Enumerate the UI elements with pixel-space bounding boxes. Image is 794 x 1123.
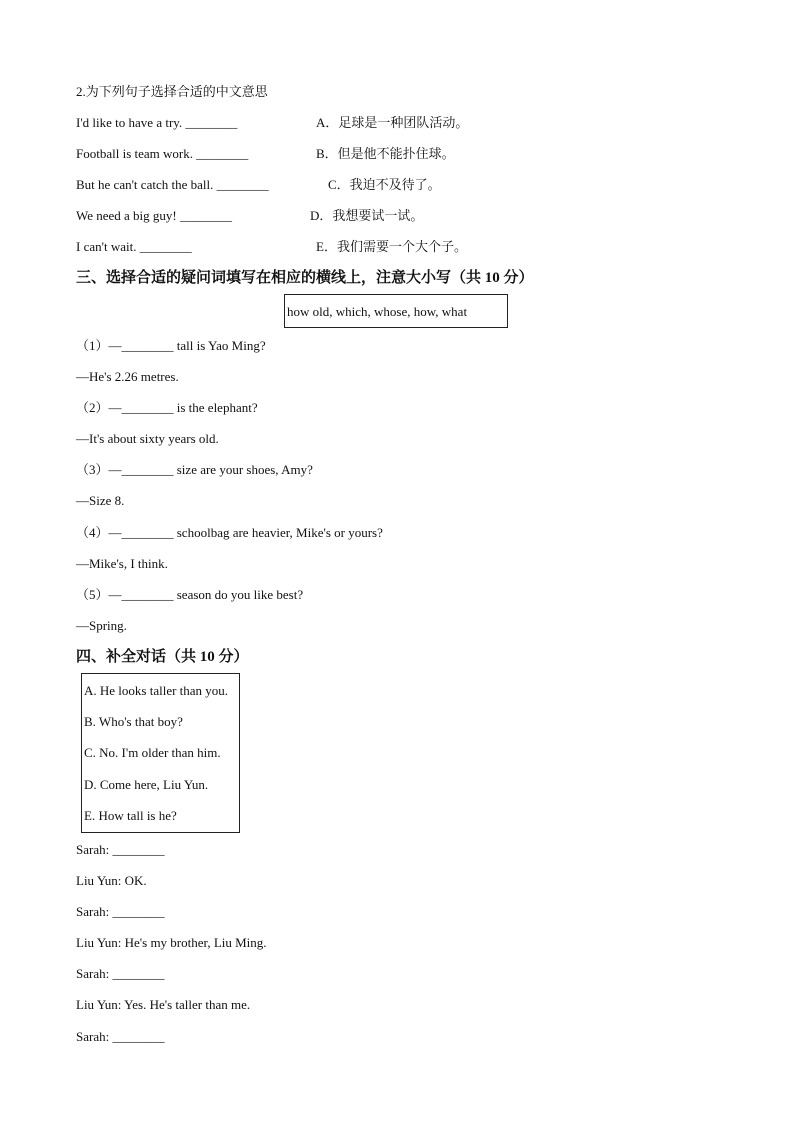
question-sentence-3: But he can't catch the ball. ________ (76, 177, 269, 192)
dialogue-line-6: Liu Yun: Yes. He's taller than me. (76, 997, 251, 1012)
chinese-option-b: B．但是他不能扑住球。 (316, 146, 455, 161)
dialogue-option-e: E. How tall is he? (84, 808, 177, 823)
fill-answer-3: —Size 8. (76, 493, 125, 508)
section4-title: 四、补全对话（共 10 分） (76, 649, 249, 665)
fill-question-4: （4）—________ schoolbag are heavier, Mike's or yours? (76, 525, 383, 540)
dialogue-line-3: Sarah: ________ (76, 904, 165, 919)
word-bank-text: how old, which, whose, how, what (287, 304, 468, 319)
dialogue-option-a: A. He looks taller than you. (84, 683, 229, 698)
question-sentence-4: We need a big guy! ________ (76, 208, 232, 223)
question-sentence-5: I can't wait. ________ (76, 239, 192, 254)
dialogue-line-1: Sarah: ________ (76, 842, 165, 857)
fill-answer-2: —It's about sixty years old. (76, 431, 219, 446)
dialogue-line-4: Liu Yun: He's my brother, Liu Ming. (76, 935, 267, 950)
dialogue-line-7: Sarah: ________ (76, 1029, 165, 1044)
question-sentence-2: Football is team work. ________ (76, 146, 249, 161)
fill-question-5: （5）—________ season do you like best? (76, 587, 304, 602)
dialogue-option-d: D. Come here, Liu Yun. (84, 777, 209, 792)
fill-answer-4: —Mike's, I think. (76, 556, 168, 571)
dialogue-line-5: Sarah: ________ (76, 966, 165, 981)
chinese-option-c: C．我迫不及待了。 (328, 177, 441, 192)
fill-answer-1: —He's 2.26 metres. (76, 369, 179, 384)
section2-title: 2.为下列句子选择合适的中文意思 (76, 84, 268, 99)
dialogue-line-2: Liu Yun: OK. (76, 873, 147, 888)
question-sentence-1: I'd like to have a try. ________ (76, 115, 238, 130)
chinese-option-d: D．我想要试一试。 (310, 208, 424, 223)
dialogue-option-b: B. Who's that boy? (84, 714, 183, 729)
chinese-option-e: E．我们需要一个大个子。 (316, 239, 467, 254)
dialogue-option-c: C. No. I'm older than him. (84, 745, 221, 760)
word-bank-box (284, 294, 508, 328)
fill-question-2: （2）—________ is the elephant? (76, 400, 258, 415)
chinese-option-a: A．足球是一种团队活动。 (316, 115, 469, 130)
fill-question-3: （3）—________ size are your shoes, Amy? (76, 462, 313, 477)
section3-title: 三、选择合适的疑问词填写在相应的横线上，注意大小写（共 10 分） (76, 270, 534, 286)
fill-answer-5: —Spring. (76, 618, 127, 633)
fill-question-1: （1）—________ tall is Yao Ming? (76, 338, 266, 353)
dialogue-options-box (81, 673, 240, 833)
